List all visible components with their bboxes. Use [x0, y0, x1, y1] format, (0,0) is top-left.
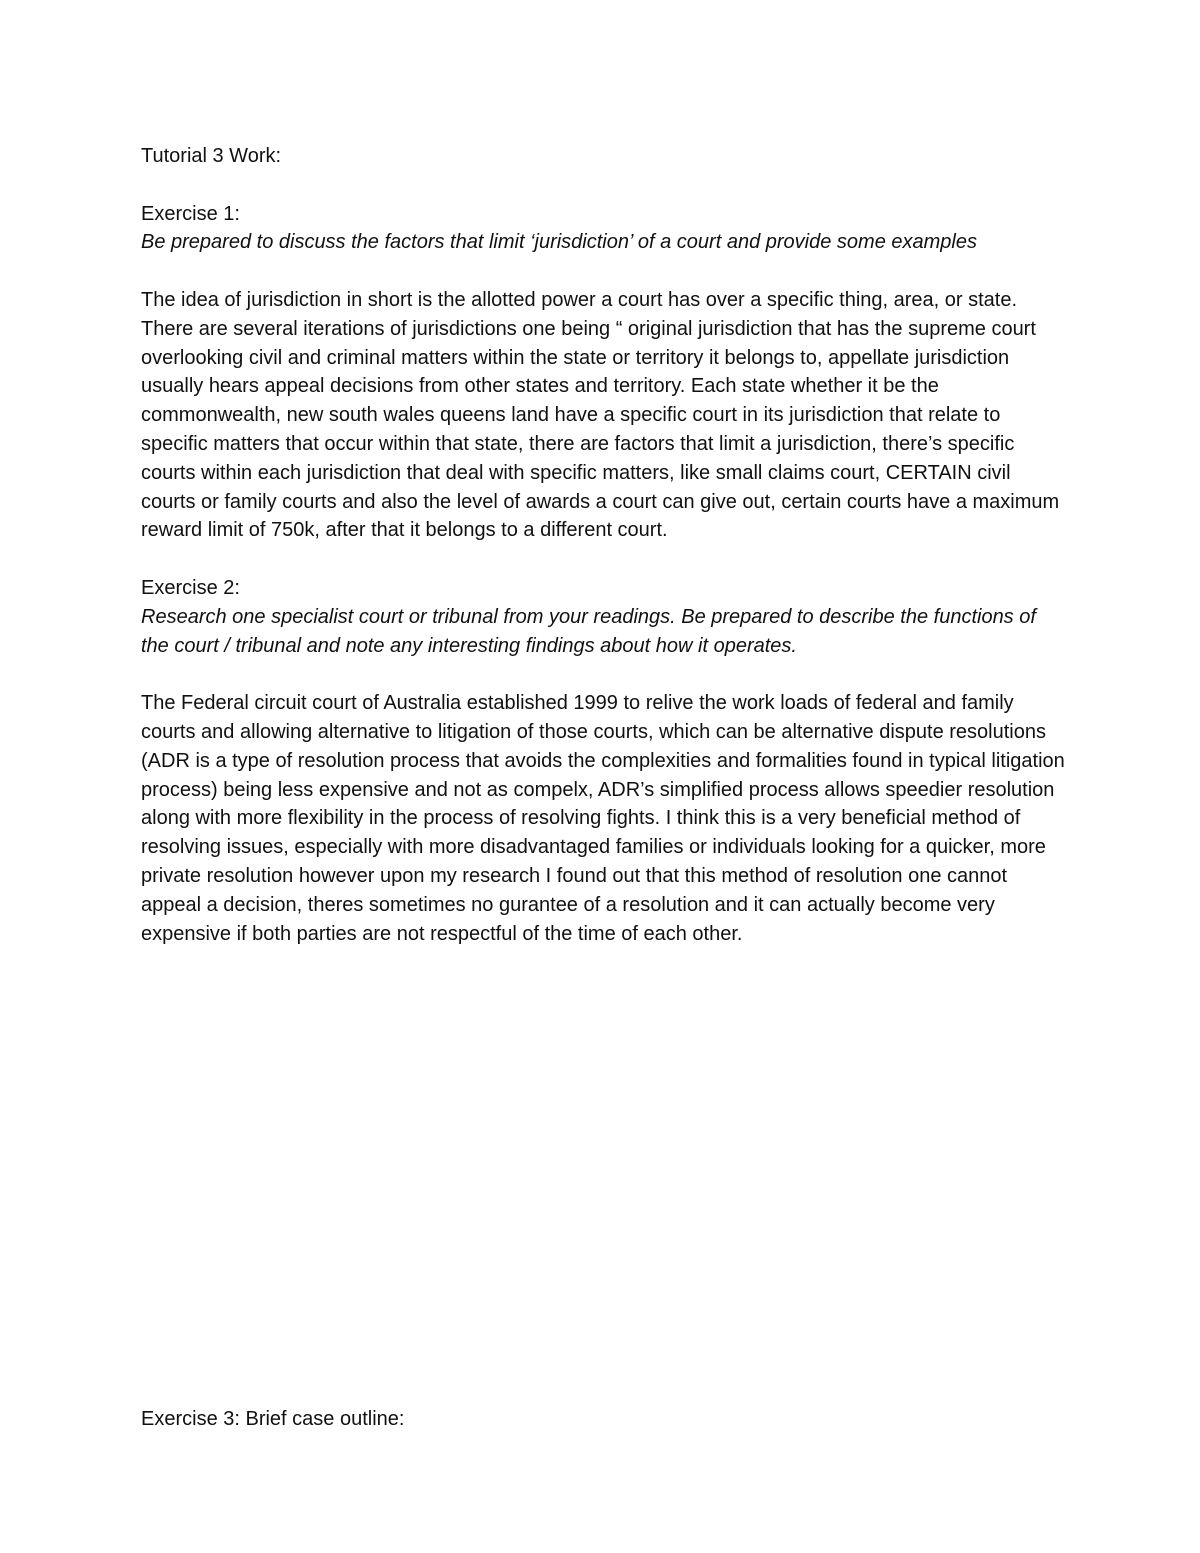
spacer [141, 545, 1066, 574]
exercise-2-answer: The Federal circuit court of Australia established 1999 to relive the work loads of federal and family courts and allowing alternative to litigation of those courts, which can be alternative dispute resolutions (ADR is a type of resolution process that avoids the complexities and formalities found in typical litigation process) being less expensive and not as compelx, ADR’s simplified process allows speedier resolution along with more flexibility in the process of resolving fights. I think this is a very beneficial method of resolving issues, especially with more disadvantaged families or individuals looking for a quicker, more private resolution however upon my research I found out that this method of resolution one cannot appeal a decision, theres sometimes no gurantee of a resolution and it can actually become very expensive if both parties are not respectful of the time of each other. [141, 692, 1065, 945]
spacer [141, 171, 1066, 200]
exercise-1-heading: Exercise 1: [141, 202, 240, 225]
exercise-2-heading: Exercise 2: [141, 576, 240, 599]
spacer [141, 660, 1066, 689]
exercise-1-prompt: Be prepared to discuss the factors that limit ‘jurisdiction’ of a court and provide some examples [141, 231, 977, 254]
exercise-2-prompt: Research one specialist court or tribunal from your readings. Be prepared to describe the functions of the court / tribunal and note any interesting findings about how it operates. [141, 605, 1036, 657]
document-title: Tutorial 3 Work: [141, 145, 282, 167]
spacer [141, 257, 1066, 286]
document-body [141, 142, 1066, 948]
exercise-3-heading: Exercise 3: Brief case outline: [141, 1408, 405, 1430]
exercise-1-answer: The idea of jurisdiction in short is the allotted power a court has over a specific thing, area, or state. There are several iterations of jurisdictions one being “ original jurisdiction that has the supreme court overlooking civil and criminal matters within the state or territory it belongs to, appellate jurisdiction usually hears appeal decisions from other states and territory. Each state whether it be the commonwealth, new south wales queens land have a specific court in its jurisdiction that relate to specific matters that occur within that state, there are factors that limit a jurisdiction, there’s specific courts within each jurisdiction that deal with specific matters, like small claims court, CERTAIN civil courts or family courts and also the level of awards a court can give out, certain courts have a maximum reward limit of 750k, after that it belongs to a different court. [141, 288, 1060, 542]
